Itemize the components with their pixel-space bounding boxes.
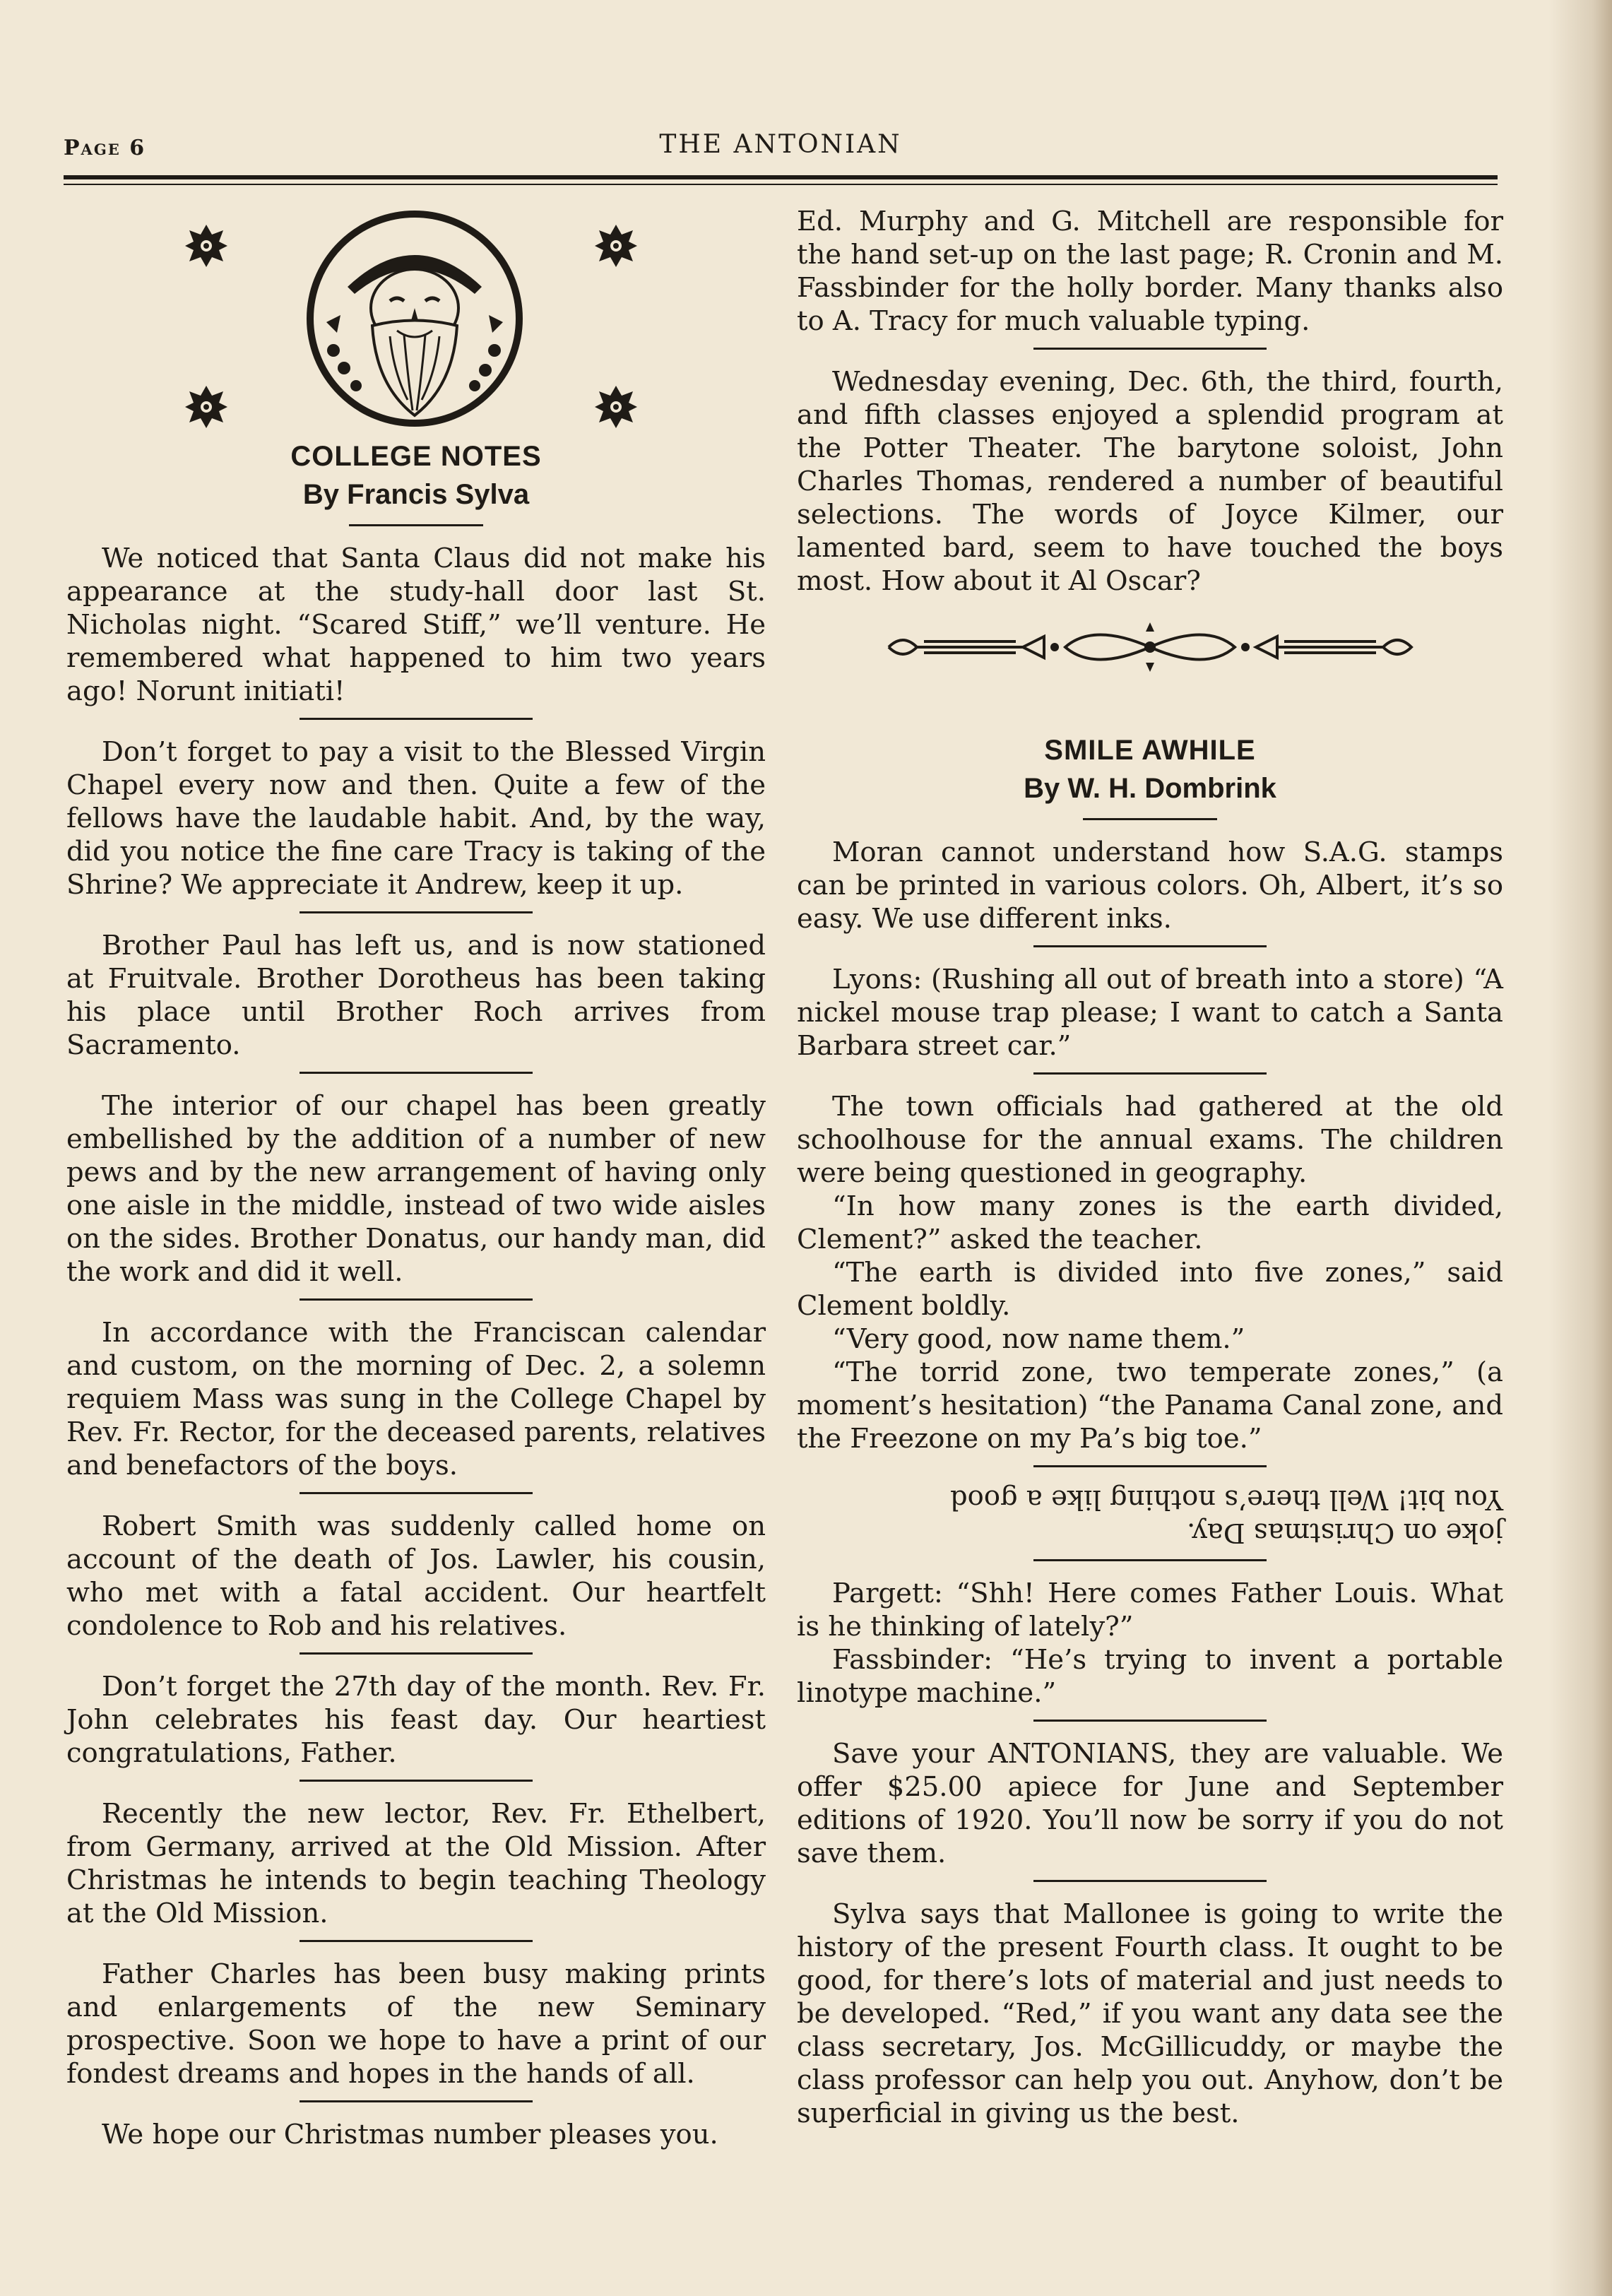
college-note-paragraph: Don’t forget to pay a visit to the Blessed Virgin Chapel every now and then. Quite a few of the fellows have the laudable habit. And, by the way, did you notice the fine care Tracy is taking of the Shrine? We appreciate it Andrew, keep it up. — [66, 736, 766, 901]
item-divider — [1033, 1880, 1267, 1882]
item-divider — [300, 1780, 533, 1782]
holly-leaf-ornament-icon — [593, 384, 639, 430]
right-column — [797, 205, 1503, 2140]
joke-line: “In how many zones is the earth divided, Clement?” asked the teacher. — [797, 1190, 1503, 1255]
smile-awhile-byline: By W. H. Dombrink — [1024, 773, 1276, 804]
item-divider — [1033, 1072, 1267, 1075]
college-note-paragraph: In accordance with the Franciscan calendar and custom, on the morning of Dec. 2, a solemn requiem Mass was sung in the College Chapel by Rev. Fr. Rector, for the deceased parents, relatives and benefactors of the boys. — [66, 1317, 766, 1481]
upside-down-joke — [797, 1483, 1503, 1549]
joke-dialog — [797, 1577, 1503, 1710]
college-note-paragraph: We hope our Christmas number pleases you. — [102, 2119, 718, 2150]
item-divider — [1033, 348, 1267, 350]
college-note-paragraph: Father Charles has been busy making prints and enlargements of the new Seminary prospective. Soon we hope to have a print of our fondest dreams and hopes in the hands of all. — [66, 1958, 766, 2090]
upside-down-line: joke on Christmas Day. — [1186, 1517, 1503, 1549]
santa-illustration — [66, 205, 766, 438]
left-column — [66, 205, 766, 2161]
item-divider — [300, 1940, 533, 1942]
college-note-paragraph: Recently the new lector, Rev. Fr. Ethelbert, from Germany, arrived at the Old Mission. After Christmas he intends to begin teaching Theology at the Old Mission. — [66, 1798, 766, 1929]
joke-line: Fassbinder: “He’s trying to invent a portable linotype machine.” — [797, 1644, 1503, 1709]
item-divider — [1033, 1465, 1267, 1467]
item-divider — [300, 1492, 533, 1494]
college-note-paragraph: Wednesday evening, Dec. 6th, the third, fourth, and fifth classes enjoyed a splendid program at the Potter Theater. The barytone soloist, John Charles Thomas, rendered a number of beautiful selections. The words of Joyce Kilmer, our lamented bard, seem to have touched the boys most. How about it Al Oscar? — [797, 366, 1503, 597]
smile-awhile-title: SMILE AWHILE — [1044, 735, 1256, 766]
college-note-paragraph: Don’t forget the 27th day of the month. Rev. Fr. John celebrates his feast day. Our heartiest congratulations, Father. — [66, 1671, 766, 1769]
item-divider — [300, 1072, 533, 1074]
item-divider — [300, 1652, 533, 1655]
item-divider — [300, 718, 533, 720]
page-fold-shadow — [1548, 0, 1612, 2296]
college-note-paragraph: Ed. Murphy and G. Mitchell are responsible for the hand set-up on the last page; R. Cronin and M. Fassbinder for the holly border. Many thanks also to A. Tracy for much valuable typing. — [797, 206, 1503, 337]
masthead: THE ANTONIAN — [659, 130, 902, 159]
page-number: Page 6 — [64, 136, 146, 160]
joke-paragraph: Lyons: (Rushing all out of breath into a store) “A nickel mouse trap please; I want to catch a Santa Barbara street car.” — [797, 964, 1503, 1062]
college-notes-byline: By Francis Sylva — [302, 479, 530, 510]
item-divider — [1033, 1720, 1267, 1722]
joke-paragraph: Sylva says that Mallonee is going to write the history of the present Fourth class. It ought to be good, for there’s lots of material and just needs to be developed. “Red,” if you want any data see the class secretary, Jos. McGillicuddy, or maybe the class professor can help you out. Anyhow, don’t be superficial in giving us the best. — [797, 1898, 1503, 2129]
upside-down-line: You bit! Well there’s nothing like a good — [949, 1484, 1503, 1515]
item-divider — [1033, 945, 1267, 947]
college-note-paragraph: Brother Paul has left us, and is now stationed at Fruitvale. Brother Dorotheus has been taking his place until Brother Roch arrives from Sacramento. — [66, 930, 766, 1061]
item-divider — [300, 911, 533, 913]
college-note-paragraph: Robert Smith was suddenly called home on account of the death of Jos. Lawler, his cousin, who met with a fatal accident. Our heartfelt condolence to Rob and his relatives. — [66, 1510, 766, 1642]
holly-leaf-ornament-icon — [593, 223, 639, 268]
decorative-scroll-ornament — [882, 619, 1418, 675]
joke-line: “Very good, now name them.” — [832, 1323, 1245, 1355]
college-note-paragraph: We noticed that Santa Claus did not make his appearance at the study-hall door last St. Nicholas night. “Scared Stiff,” we’ll venture. He remembered what happened to him two years ago! Norunt initiati! — [66, 543, 766, 707]
header-rule — [64, 175, 1498, 179]
page-header — [64, 126, 1498, 168]
holly-leaf-ornament-icon — [184, 223, 229, 268]
joke-dialog — [797, 1090, 1503, 1455]
santa-claus-icon — [305, 209, 524, 428]
item-divider — [1033, 1559, 1267, 1561]
joke-line: Pargett: “Shh! Here comes Father Louis. What is he thinking of lately?” — [797, 1578, 1503, 1643]
joke-paragraph: Save your ANTONIANS, they are valuable. We offer $25.00 apiece for June and September editions of 1920. You’ll now be sorry if you do not save them. — [797, 1738, 1503, 1869]
joke-line: The town officials had gathered at the old schoolhouse for the annual exams. The children were being questioned in geography. — [797, 1091, 1503, 1189]
joke-line: “The torrid zone, two temperate zones,” (a moment’s hesitation) “the Panama Canal zone, and the Freezone on my Pa’s big toe.” — [797, 1356, 1503, 1455]
item-divider — [300, 1298, 533, 1301]
holly-leaf-ornament-icon — [184, 384, 229, 430]
section-divider — [349, 524, 483, 526]
section-divider — [1083, 818, 1217, 820]
item-divider — [300, 2100, 533, 2102]
joke-paragraph: Moran cannot understand how S.A.G. stamps can be printed in various colors. Oh, Albert, it’s so easy. We use different inks. — [797, 836, 1503, 935]
college-notes-title: COLLEGE NOTES — [290, 441, 542, 472]
header-rule-thin — [64, 184, 1498, 185]
college-note-paragraph: The interior of our chapel has been greatly embellished by the addition of a number of new pews and by the new arrangement of having only one aisle in the middle, instead of two wide aisles on the sides. Brother Donatus, our handy man, did the work and did it well. — [66, 1090, 766, 1288]
joke-line: “The earth is divided into five zones,” said Clement boldly. — [797, 1257, 1503, 1322]
